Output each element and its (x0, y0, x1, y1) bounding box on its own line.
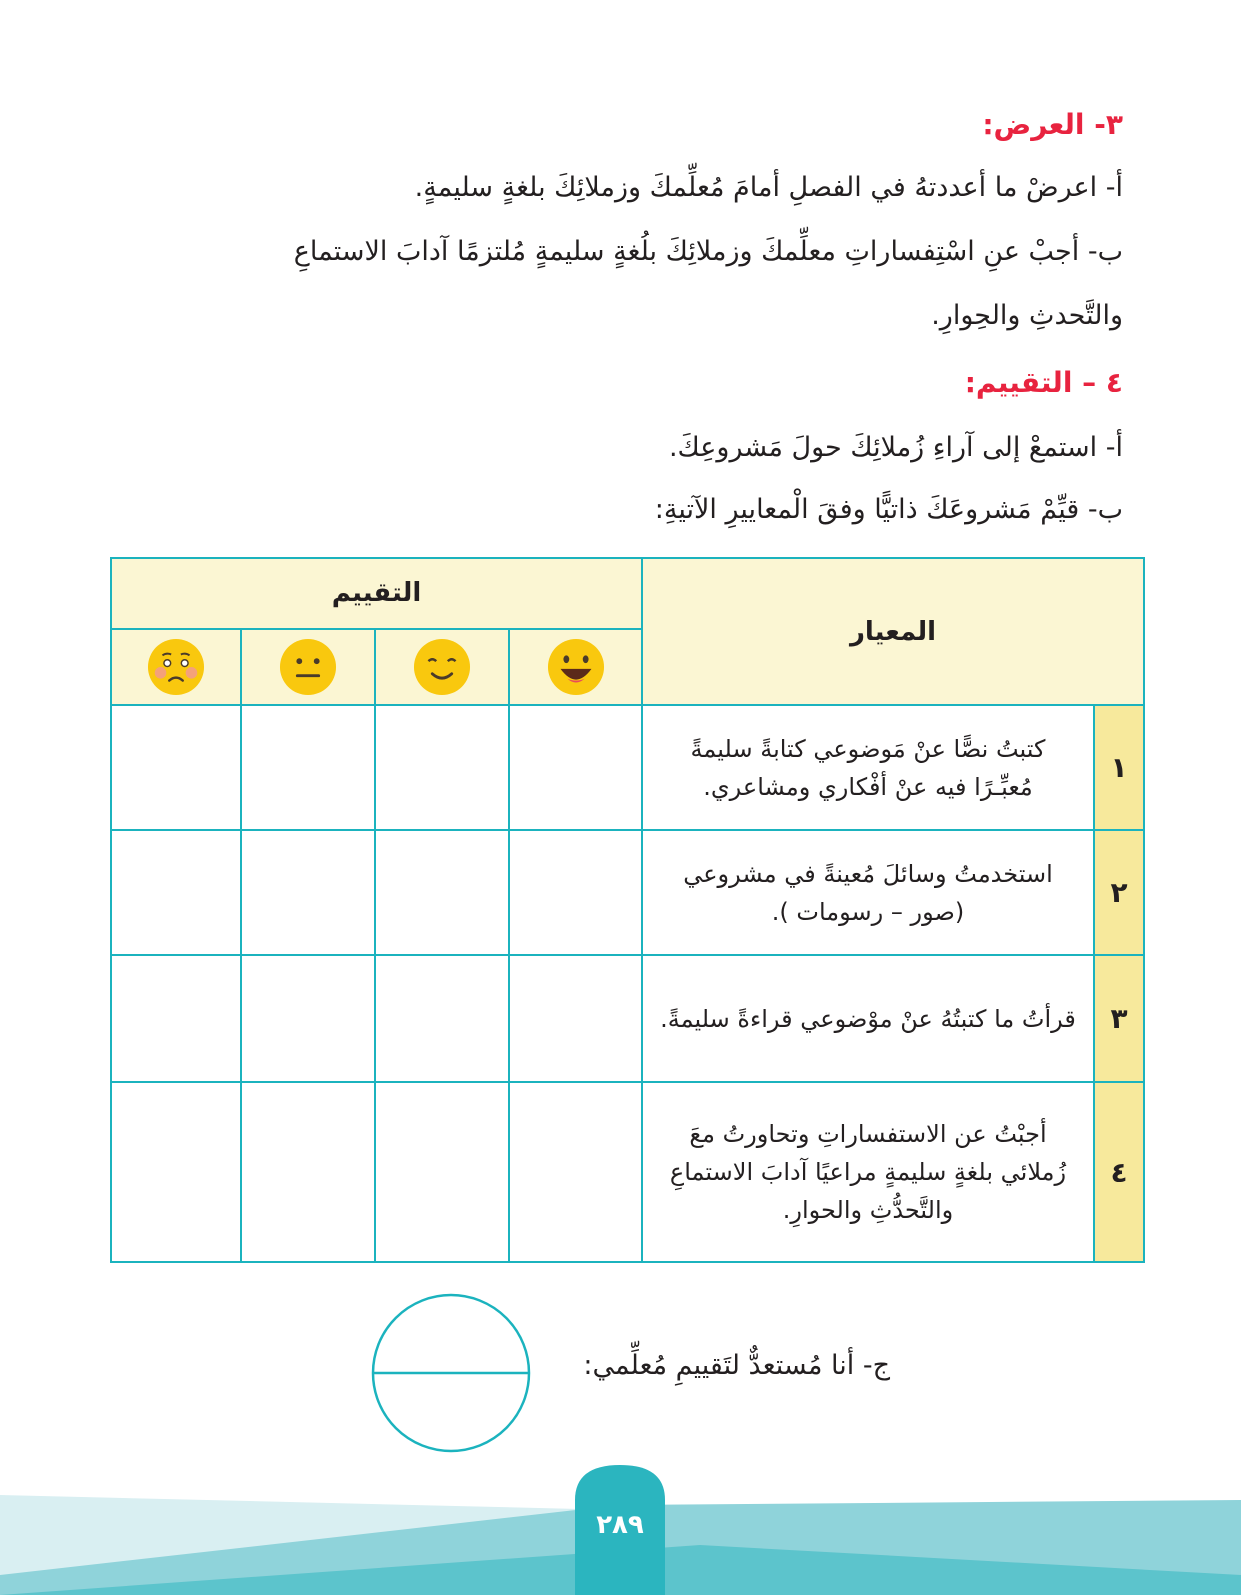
evaluation-table (110, 557, 1145, 1263)
teacher-evaluation-label: ج- أنا مُستعدٌّ لتَقييمِ مُعلِّمي: (583, 1350, 890, 1381)
section-4-line-a: أ- استمعْ إلى آراءِ زُملائِكَ حولَ مَشروعِكَ. (668, 432, 1123, 463)
rating-column-laughing (509, 629, 642, 706)
row-number: ٤ (1094, 1082, 1144, 1262)
section-3-line-a: أ- اعرضْ ما أعددتهُ في الفصلِ أمامَ مُعلِّمكَ وزملائِكَ بلغةٍ سليمةٍ. (414, 172, 1123, 203)
rating-cell[interactable] (375, 705, 509, 830)
table-row (111, 1082, 1144, 1262)
rating-column-sad (111, 629, 241, 706)
row-number: ٣ (1094, 955, 1144, 1082)
rating-cell[interactable] (111, 830, 241, 955)
section-3-heading: ٣- العرض: (982, 108, 1123, 141)
rating-cell[interactable] (509, 1082, 642, 1262)
smiling-face-icon (413, 638, 471, 696)
criterion-cell (642, 830, 1094, 955)
criterion-text: كتبتُ نصًّا عنْ مَوضوعي كتابةً سليمةً (690, 734, 1046, 763)
criterion-text: أجبْتُ عن الاستفساراتِ وتحاورتُ معَ (689, 1120, 1047, 1149)
laughing-face-icon (547, 638, 605, 696)
criterion-header: المعيار (642, 558, 1144, 705)
criterion-cell (642, 1082, 1094, 1262)
rating-cell[interactable] (111, 705, 241, 830)
table-row (111, 955, 1144, 1082)
rating-cell[interactable] (375, 1082, 509, 1262)
section-4-heading: ٤ – التقييم: (964, 366, 1123, 399)
row-number: ٢ (1094, 830, 1144, 955)
teacher-evaluation (370, 1292, 890, 1452)
rating-cell[interactable] (241, 955, 375, 1082)
sad-face-icon (147, 638, 205, 696)
rating-column-smiling (375, 629, 509, 706)
section-3-line-b1: ب- أجبْ عنِ اسْتِفساراتِ معلِّمكَ وزملائِكَ بلُغةٍ سليمةٍ مُلتزمًا آدابَ الاستماعِ (293, 236, 1123, 267)
criterion-cell (642, 705, 1094, 830)
rating-cell[interactable] (111, 1082, 241, 1262)
row-number: ١ (1094, 705, 1144, 830)
rating-cell[interactable] (509, 705, 642, 830)
rating-cell[interactable] (241, 1082, 375, 1262)
criterion-text: (صور – رسومات ). (771, 897, 965, 926)
criterion-text: قرأتُ ما كتبتُهُ عنْ موْضوعي قراءةً سليمةً. (660, 1004, 1076, 1033)
criterion-cell (642, 955, 1094, 1082)
criterion-text: استخدمتُ وسائلَ مُعينةً في مشروعي (683, 859, 1053, 888)
rating-column-neutral (241, 629, 375, 706)
neutral-face-icon (279, 638, 337, 696)
teacher-score-circle[interactable] (370, 1292, 532, 1454)
table-row (111, 830, 1144, 955)
criterion-text: والتَّحدُّثِ والحوارِ. (782, 1196, 954, 1225)
rating-cell[interactable] (241, 705, 375, 830)
criterion-text: مُعبِّـرًا فيه عنْ أفْكاري ومشاعري. (703, 772, 1033, 801)
page-number: ٢٨٩ (596, 1510, 644, 1540)
rating-cell[interactable] (241, 830, 375, 955)
rating-cell[interactable] (111, 955, 241, 1082)
criterion-text: زُملائي بلغةٍ سليمةٍ مراعيًا آدابَ الاستماعِ (669, 1158, 1067, 1187)
section-4-line-b: ب- قيِّمْ مَشروعَكَ ذاتيًّا وفقَ الْمعاييرِ الآتيةِ: (654, 494, 1123, 525)
rating-header: التقييم (111, 558, 642, 629)
rating-cell[interactable] (509, 955, 642, 1082)
rating-cell[interactable] (375, 955, 509, 1082)
table-row (111, 705, 1144, 830)
rating-cell[interactable] (509, 830, 642, 955)
rating-cell[interactable] (375, 830, 509, 955)
section-3-line-b2: والتَّحدثِ والحِوارِ. (931, 300, 1123, 331)
